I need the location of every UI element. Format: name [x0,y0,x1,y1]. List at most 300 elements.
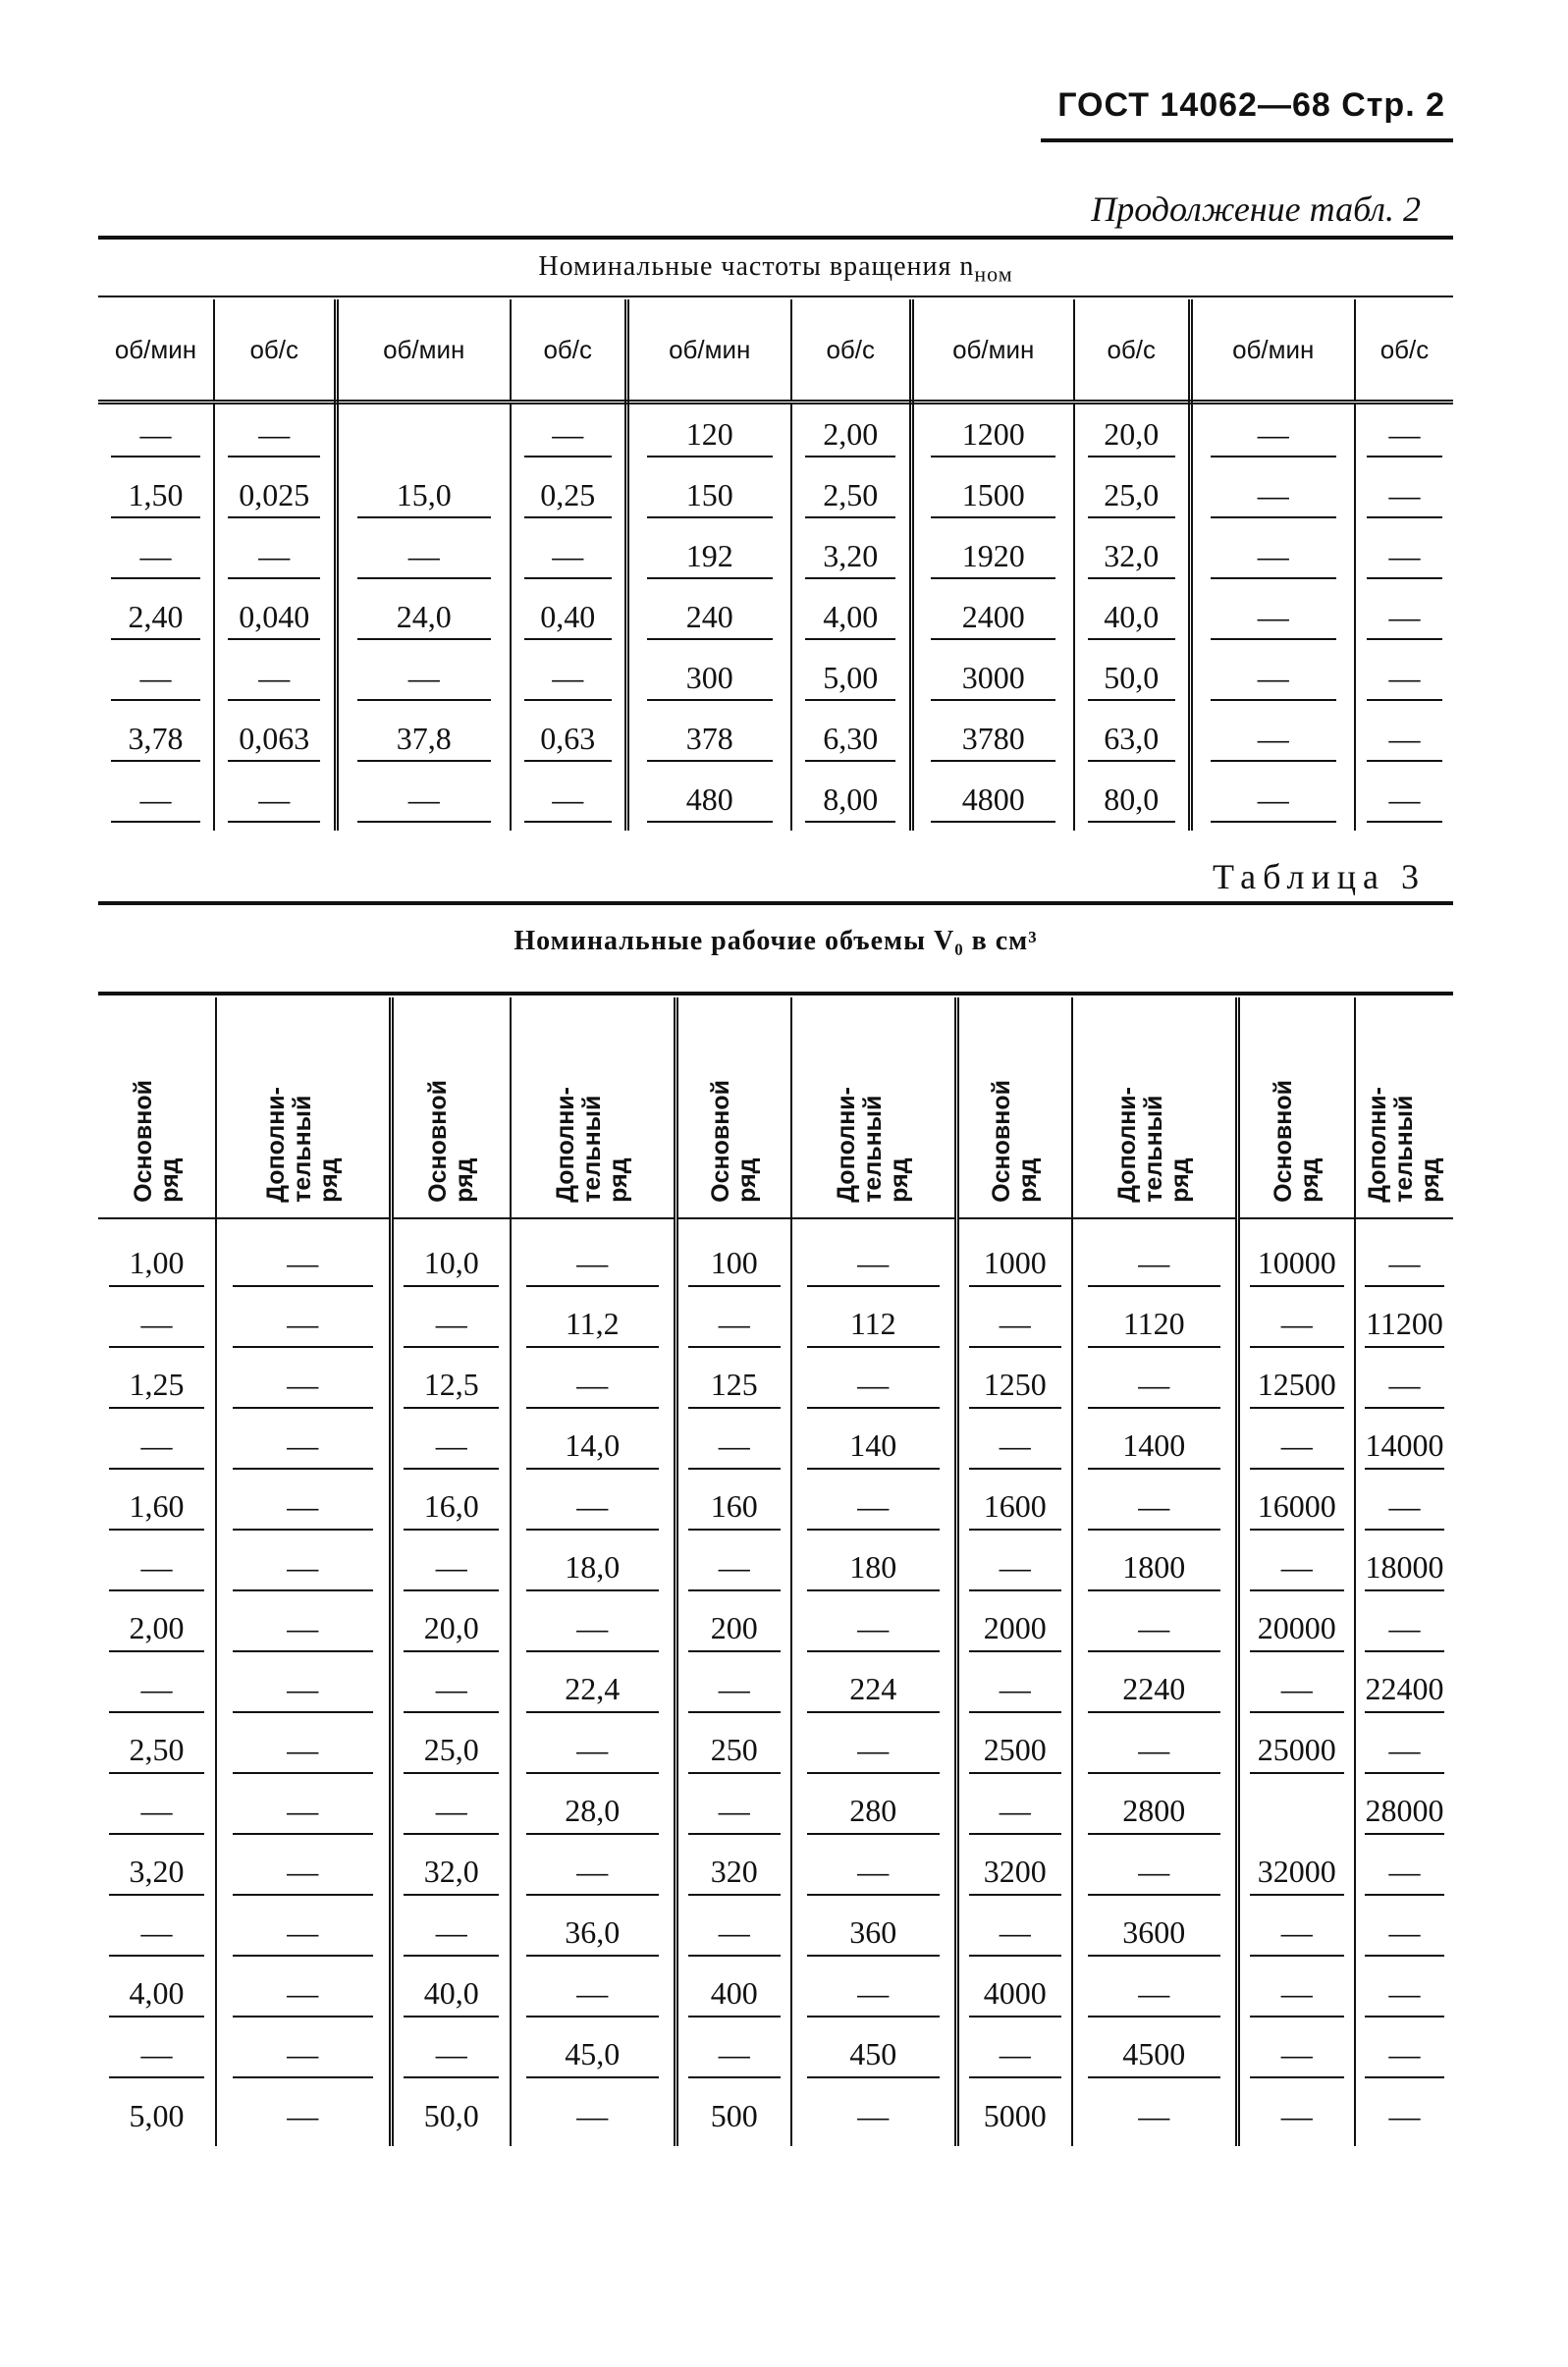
table3-cell-value: — [1088,1362,1220,1409]
table2-cell-value: 240 [647,595,773,640]
table3-cell-value: 2,50 [109,1727,205,1774]
table3-cell [1355,1233,1453,1294]
table2-cell-value: — [1367,595,1442,640]
table3-spacer-cell [676,1218,791,1233]
table3-cell [956,2085,1072,2146]
table3-cell [1237,1781,1355,1842]
table3-cell-value: 16,0 [404,1483,499,1531]
table2-col-header: об/с [511,299,626,403]
table3-row [98,1294,1453,1355]
table3-cell-value: 1250 [969,1362,1061,1409]
table2-cell [911,465,1074,526]
table2-cell-value: — [111,778,200,823]
table2-cell [336,465,511,526]
table3-cell-value: 140 [807,1423,940,1470]
table3-cell [1237,1233,1355,1294]
table3-cell-value: 3,20 [109,1849,205,1896]
table3-cell [216,1294,391,1355]
table3-cell [1237,1659,1355,1720]
table2-row [98,770,1453,831]
table2-cell [626,648,791,709]
table2-cell-value: — [1211,473,1336,518]
table3-cell [1237,1598,1355,1659]
table3-cell [791,1964,956,2024]
table3-cell-value: 25000 [1250,1727,1344,1774]
table3-cell [956,1416,1072,1477]
table3-cell-value: 20000 [1250,1605,1344,1652]
table3-cell [956,1964,1072,2024]
table3-col-header-text: Дополни- тельный ряд [261,1087,343,1203]
table3-cell-value: — [233,1483,373,1531]
table3-cell [676,1903,791,1964]
table2-cell-value: — [1367,656,1442,701]
table2-cell [1074,465,1190,526]
table3-cell-value: — [576,2098,609,2133]
table2-cell [626,526,791,587]
table3-row [98,1842,1453,1903]
table3-cell [511,2024,676,2085]
table2-cell-value: — [357,656,491,701]
table3-col-header-text: Основной ряд [1269,1080,1324,1203]
table3-cell-value: — [287,2098,319,2133]
table3-cell-value: 320 [688,1849,781,1896]
table3-spacer-cell [511,1218,676,1233]
table3-cell-value: — [526,1240,659,1287]
table3-cell [791,1659,956,1720]
table3-cell-value: — [404,2031,499,2078]
table2-cell [911,770,1074,831]
table3-cell-value: — [807,1240,940,1287]
table3-cell-value: — [1365,2031,1444,2078]
table3-cell [956,1537,1072,1598]
table3-cell [1355,1720,1453,1781]
table2-cell [791,648,911,709]
table3-row [98,1355,1453,1416]
table3-cell [1072,1659,1237,1720]
table3-cell [676,2024,791,2085]
table3-cell [791,1781,956,1842]
table3-cell [676,1720,791,1781]
table2-cell [1074,403,1190,466]
table3-cell [1355,1537,1453,1598]
table3-cell [511,1355,676,1416]
table3-cell-value: — [969,1423,1061,1470]
table3-cell [98,1477,216,1537]
table2-cell-value: — [524,778,612,823]
table3-cell-value: 4000 [969,1970,1061,2017]
table2-cell-value: — [357,534,491,579]
table3-cell [1072,1964,1237,2024]
table3-cell-value: 1800 [1088,1544,1220,1591]
continuation-label: Продолжение табл. 2 [1091,189,1421,229]
table3-cell [1072,1537,1237,1598]
table3-spacer-cell [956,1218,1072,1233]
table3-cell-value: — [807,1970,940,2017]
table2-cell [1074,526,1190,587]
table3-cell-value: — [1250,1666,1344,1713]
table3-cell-value: — [1388,2098,1421,2133]
table3-cell [216,1598,391,1659]
table3-cell-value: — [526,1970,659,2017]
table2-cell [98,403,214,466]
table3-cell-value: — [233,1788,373,1835]
table2-cell-value: 150 [647,473,773,518]
table3-cell [956,1903,1072,1964]
table2-cell-value: — [1211,717,1336,762]
table2-cell [1190,709,1355,770]
table3-cell [391,1964,511,2024]
table2-cell-value: 192 [647,534,773,579]
table2-col-header: об/мин [98,299,214,403]
table3-cell-value: 400 [688,1970,781,2017]
table3-cell [791,1294,956,1355]
table3-cell-value: 100 [688,1240,781,1287]
table2-cell [791,770,911,831]
table3-cell-value: — [1280,2098,1313,2133]
table3-cell-value: — [807,1727,940,1774]
table3-col-header-text: Основной ряд [129,1080,184,1203]
table3-col-header [1355,997,1453,1218]
table3-cell [1237,1355,1355,1416]
table3-cell-value: — [1250,2031,1344,2078]
table2-caption-text: Номинальные частоты вращения n [538,251,975,282]
table3-spacer-cell [216,1218,391,1233]
table3-col-header-text: Основной ряд [706,1080,761,1203]
table3-cell-value: 22,4 [526,1666,659,1713]
table2-cell-value: 0,40 [524,595,612,640]
table3-cell [791,1355,956,1416]
table2-cell-value: 2,00 [805,412,895,457]
table3-cell [1355,1355,1453,1416]
table3-cell [391,1598,511,1659]
table3-cell [391,2024,511,2085]
table3-cell [511,2085,676,2146]
table2-cell [791,403,911,466]
table3-cell [1237,2085,1355,2146]
table3-cell [391,1233,511,1294]
table3-cell [956,1233,1072,1294]
table2-cell [336,526,511,587]
table3-cell-value: — [969,1544,1061,1591]
table3-cell [1072,1598,1237,1659]
table2-cell-value: — [111,534,200,579]
table2-cell [1355,403,1453,466]
table2-top-rule [98,236,1453,240]
table2-cell-value: — [228,778,320,823]
table3-row [98,1537,1453,1598]
table2-cell-value: 32,0 [1088,534,1175,579]
table3-cell-value: — [404,1544,499,1591]
table3-cell-value: 2800 [1088,1788,1220,1835]
table2-row [98,465,1453,526]
table3-cell [216,1842,391,1903]
table3-col-header [1072,997,1237,1218]
table3-cell [216,1537,391,1598]
table3-cell [98,2024,216,2085]
table2-cell [791,587,911,648]
table2-cell [214,465,336,526]
table3-cell [391,1842,511,1903]
table2-cell-value: 8,00 [805,778,895,823]
table2-cell-value: — [1211,595,1336,640]
table3-cell [391,1477,511,1537]
table3-row [98,1903,1453,1964]
table3-row [98,2024,1453,2085]
table3-cell-value: — [1250,1544,1344,1591]
table3-cell [391,1720,511,1781]
table2-cell [1355,709,1453,770]
table2-cell-value: — [1367,717,1442,762]
table3-cell-value: — [1365,1849,1444,1896]
table3-top-rule [98,901,1453,905]
table2-cell [1355,526,1453,587]
table3-row [98,1416,1453,1477]
table3-cell [791,1903,956,1964]
table2-cell [214,403,336,466]
table3-cell [1072,1416,1237,1477]
table2-cell [511,587,626,648]
table3-caption: Номинальные рабочие объемы V₀ в см³ [514,926,1038,956]
table2-cell [1190,587,1355,648]
table3-cell [216,2085,391,2146]
table3-cell-value: 112 [807,1301,940,1348]
table2-cell [336,770,511,831]
table3-row [98,1781,1453,1842]
table2-cell [336,403,511,466]
table3-cell [391,1659,511,1720]
table3-cell [216,1233,391,1294]
table3-cell-value: — [233,1727,373,1774]
table3-cell-value: — [526,1605,659,1652]
table3-cell [98,1233,216,1294]
table3-cell-value: 32,0 [404,1849,499,1896]
table3-col-header-text: Основной ряд [987,1080,1042,1203]
table3-cell-value: — [969,1666,1061,1713]
table3-cell-value: — [688,1788,781,1835]
table3-cell-value: 4,00 [109,1970,205,2017]
table3-spacer-cell [1237,1218,1355,1233]
table3-cell [791,1720,956,1781]
table3-cell-value: — [1088,1483,1220,1531]
table2-cell-value: — [524,534,612,579]
table3-cell-value: 11,2 [526,1301,659,1348]
table3-cell [98,1659,216,1720]
table2-cell [98,465,214,526]
table3-cell [1355,1781,1453,1842]
table2-cell [98,587,214,648]
table3-cell-value: — [807,1362,940,1409]
table2-header-row [98,299,1453,403]
table2-cell [791,465,911,526]
table2-cell [1190,526,1355,587]
table2-cell-value: 0,63 [524,717,612,762]
table3-cell-value: 125 [688,1362,781,1409]
table2-cell [791,709,911,770]
table3-cell [1355,1598,1453,1659]
table2-cell-value: 15,0 [357,473,491,518]
table2-col-header: об/с [1355,299,1453,403]
table2-cell [98,526,214,587]
table3-cell-value: — [233,1605,373,1652]
table3-cell [1072,1903,1237,1964]
table2-cell-value: 20,0 [1088,412,1175,457]
table2-cell-value: 50,0 [1088,656,1175,701]
table3-cell-value: 20,0 [404,1605,499,1652]
table3-cell [791,2085,956,2146]
table3-row [98,2085,1453,2146]
table2-cell [1355,648,1453,709]
table2-cell [626,587,791,648]
table2-caption-rule [98,296,1453,297]
table2-cell-value: 120 [647,412,773,457]
table2-cell-value: 25,0 [1088,473,1175,518]
table3-spacer-row [98,1218,1453,1233]
table3-cell [956,1477,1072,1537]
table3-cell-value: — [807,1483,940,1531]
table3-cell-value: 1,00 [109,1240,205,1287]
table3-cell-value: 1600 [969,1483,1061,1531]
table3-cell-value: — [1088,1970,1220,2017]
table2-cell-value: 0,040 [228,595,320,640]
table2-caption [98,251,1453,288]
table3-cell [98,1720,216,1781]
table2-cell-value: 3000 [931,656,1055,701]
page-header: ГОСТ 14062—68 Стр. 2 [1057,86,1445,124]
table3-cell-value: — [969,1788,1061,1835]
table3-cell-value: — [1088,1605,1220,1652]
table3-cell-value: — [526,1483,659,1531]
table3-cell-value: — [688,1666,781,1713]
table3-cell-value: — [109,1301,205,1348]
table3-cell-value: 5000 [983,2098,1047,2133]
table3-cell-value: — [233,1362,373,1409]
table3-cell-value: 16000 [1250,1483,1344,1531]
table3-spacer-cell [391,1218,511,1233]
table3-cell [391,2085,511,2146]
table3-cell [1355,1842,1453,1903]
table2-cell [336,648,511,709]
table3-cell-value: 10,0 [404,1240,499,1287]
table3-cell-value: 1120 [1088,1301,1220,1348]
table3-cell-value: — [688,1423,781,1470]
table3-cell-value: — [688,1544,781,1591]
table3-cell-value: 18000 [1365,1544,1444,1591]
table3-spacer-cell [98,1218,216,1233]
table2-cell [214,648,336,709]
table3-cell-value: — [404,1910,499,1957]
table2-row [98,648,1453,709]
table2-cell [626,770,791,831]
table3-cell [216,1416,391,1477]
table3-cell [1072,1477,1237,1537]
table2-col-header: об/с [1074,299,1190,403]
table3 [98,997,1453,2146]
table2-cell [911,709,1074,770]
table2 [98,299,1453,831]
table3-cell-value: 32000 [1250,1849,1344,1896]
table2-cell-value: 4,00 [805,595,895,640]
table3-row [98,1233,1453,1294]
table3-cell-value: — [109,1544,205,1591]
table2-cell [336,587,511,648]
table3-cell [98,1537,216,1598]
table3-cell-value: 1000 [969,1240,1061,1287]
table3-cell-value: 28000 [1365,1788,1444,1835]
table3-cell [956,1842,1072,1903]
table3-col-header [676,997,791,1218]
table3-cell [98,1842,216,1903]
table3-cell [216,1477,391,1537]
table3-cell-value: — [688,1301,781,1348]
table2-cell [1190,403,1355,466]
table3-cell-value: — [404,1788,499,1835]
table3-cell [511,1416,676,1477]
table2-cell-value: — [111,412,200,457]
table3-cell [98,1598,216,1659]
table3-cell-value: — [807,1605,940,1652]
table2-cell-value: 2,50 [805,473,895,518]
table2-cell [626,709,791,770]
table3-cell-value: 180 [807,1544,940,1591]
table2-cell-value: 5,00 [805,656,895,701]
table3-cell-value: — [233,1544,373,1591]
table2-cell-value: — [228,534,320,579]
table3-cell [216,1659,391,1720]
table2-row [98,526,1453,587]
table2-cell-value: 2400 [931,595,1055,640]
table3-spacer-cell [791,1218,956,1233]
table3-cell-value: — [1365,1605,1444,1652]
table3-cell-value: 45,0 [526,2031,659,2078]
table2-cell [626,403,791,466]
table2-cell-value: — [524,412,612,457]
table2-cell [511,709,626,770]
table3-cell-value: — [526,1849,659,1896]
table3-cell [511,1781,676,1842]
table3-cell [676,1598,791,1659]
table3-cell-value: 1,60 [109,1483,205,1531]
table2-cell-value: — [111,656,200,701]
table2-cell [98,709,214,770]
table2-cell-value: 0,25 [524,473,612,518]
table3-col-header [511,997,676,1218]
table3-cell [98,2085,216,2146]
table3-cell [956,1781,1072,1842]
table3-cell [1072,2085,1237,2146]
table3-cell-value: 500 [710,2098,758,2133]
table3-col-header-text: Дополни- тельный ряд [1364,1087,1444,1203]
table3-cell [791,1416,956,1477]
table2-cell [911,526,1074,587]
table3-cell-value: — [233,1910,373,1957]
table3-cell-value: 2240 [1088,1666,1220,1713]
table2-cell [214,770,336,831]
table3-cell-value: 250 [688,1727,781,1774]
table3-cell-value: 200 [688,1605,781,1652]
table3-cell [511,1842,676,1903]
table3-cell [216,1355,391,1416]
table2-cell [1355,770,1453,831]
table2-cell [1074,709,1190,770]
table3-cell-value: — [1365,1240,1444,1287]
table2-cell-value: 480 [647,778,773,823]
table3-cell [216,1903,391,1964]
table3-cell [1237,1903,1355,1964]
table3-cell [1355,2024,1453,2085]
table3-cell-value: — [233,1423,373,1470]
table3-cell [1237,1537,1355,1598]
table3-cell [216,1720,391,1781]
